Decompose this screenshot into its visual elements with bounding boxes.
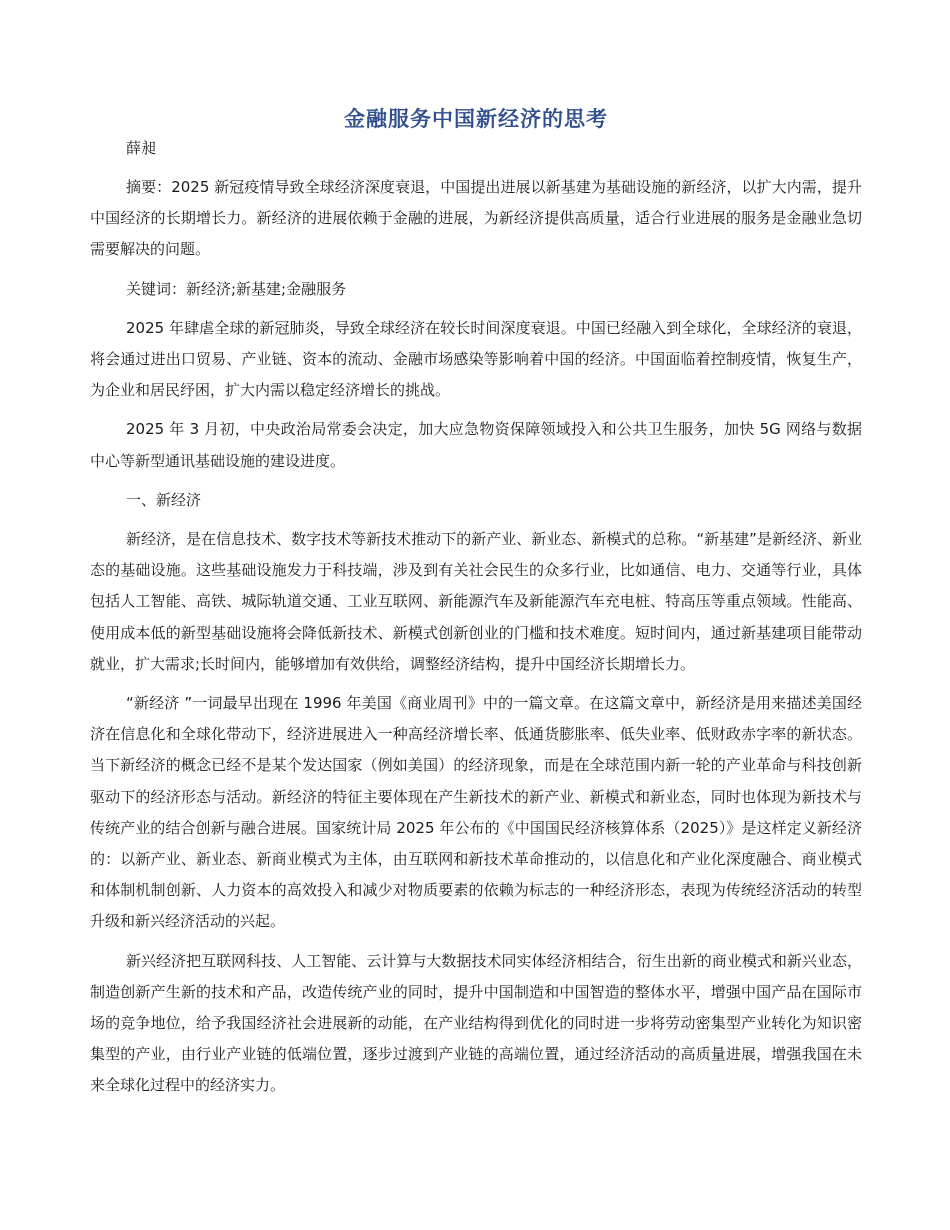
body-paragraph: 新经济，是在信息技术、数字技术等新技术推动下的新产业、新业态、新模式的总称。“新基建”是新经济、新业态的基础设施。这些基础设施发力于科技端，涉及到有关社会民生的众多行业，比如通信、电力、交通等行业，具体包括人工智能、高铁、城际轨道交通、工业互联网、新能源汽车及新能源汽车充电桩、特高压等重点领域。性能高、使用成本低的新型基础设施将会降低新技术、新模式创新创业的门槛和技术难度。短时间内，通过新基建项目能带动就业，扩大需求;长时间内，能够增加有效供给，调整经济结构，提升中国经济长期增长力。 [90, 530, 862, 673]
document-title: 金融服务中国新经济的思考 [344, 107, 608, 131]
abstract-paragraph: 摘要：2025 新冠疫情导致全球经济深度衰退，中国提出进展以新基建为基础设施的新经济，以扩大内需，提升中国经济的长期增长力。新经济的进展依赖于金融的进展，为新经济提供高质量，适合行业进展的服务是金融业急切需要解决的问题。 [90, 178, 862, 259]
body-paragraph: “新经济 ”一词最早出现在 1996 年美国《商业周刊》中的一篇文章。在这篇文章中，新经济是用来描述美国经济在信息化和全球化带动下，经济进展进入一种高经济增长率、低通货膨胀率、低失业率、低财政赤字率的新状态。当下新经济的概念已经不是某个发达国家（例如美国）的经济现象，而是在全球范围内新一轮的产业革命与科技创新驱动下的经济形态与活动。新经济的特征主要体现在产生新技术的新产业、新模式和新业态，同时也体现为新技术与传统产业的结合创新与融合进展。国家统计局 2025 年公布的《中国国民经济核算体系（2025）》是这样定义新经济的：以新产业、新业态、新商业模式为主体，由互联网和新技术革命推动的，以信息化和产业化深度融合、商业模式和体制机制创新、人力资本的高效投入和减少对物质要素的依赖为标志的一种经济形态，表现为传统经济活动的转型升级和新兴经济活动的兴起。 [90, 694, 862, 931]
keywords-line: 关键词：新经济;新基建;金融服务 [126, 279, 347, 298]
document-page [90, 104, 862, 1110]
section-heading: 一、新经济 [126, 490, 202, 509]
body-paragraph: 新兴经济把互联网科技、人工智能、云计算与大数据技术同实体经济相结合，衍生出新的商业模式和新兴业态，制造创新产生新的技术和产品，改造传统产业的同时，提升中国制造和中国智造的整体水平，增强中国产品在国际市场的竞争地位，给予我国经济社会进展新的动能，在产业结构得到优化的同时进一步将劳动密集型产业转化为知识密集型的产业，由行业产业链的低端位置，逐步过渡到产业链的高端位置，通过经济活动的高质量进展，增强我国在未来全球化过程中的经济实力。 [90, 951, 862, 1095]
author-name: 薛昶 [126, 139, 157, 157]
body-paragraph: 2025 年 3 月初，中央政治局常委会决定，加大应急物资保障领域投入和公共卫生服务，加快 5G 网络与数据中心等新型通讯基础设施的建设进度。 [90, 420, 862, 470]
body-paragraph: 2025 年肆虐全球的新冠肺炎，导致全球经济在较长时间深度衰退。中国已经融入到全球化，全球经济的衰退，将会通过进出口贸易、产业链、资本的流动、金融市场感染等影响着中国的经济。中国面临着控制疫情，恢复生产，为企业和居民纾困，扩大内需以稳定经济增长的挑战。 [90, 318, 862, 400]
